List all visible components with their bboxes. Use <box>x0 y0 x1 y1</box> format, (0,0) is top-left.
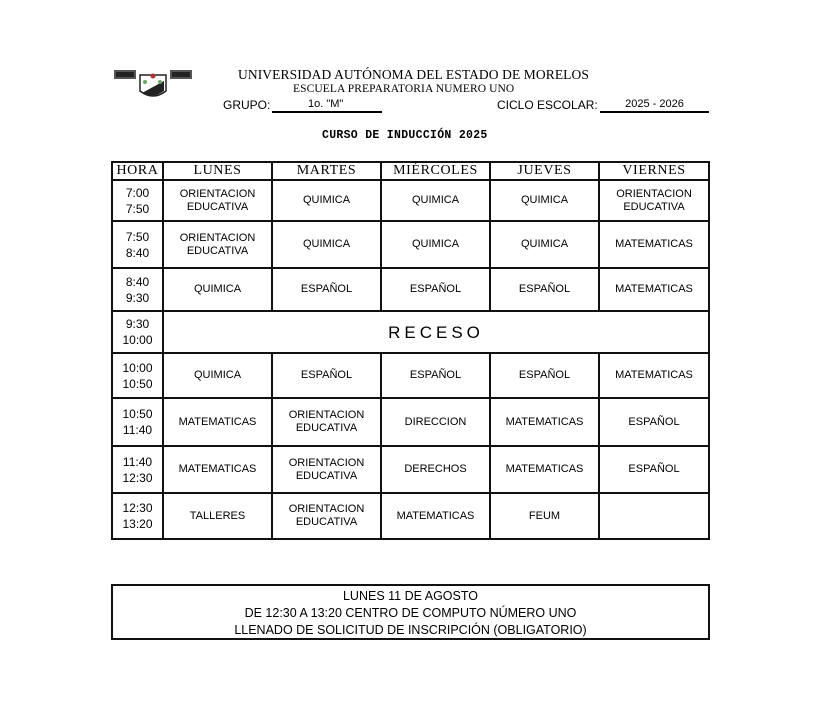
subject-text: MATEMATICAS <box>178 463 257 475</box>
time-cell <box>112 398 163 446</box>
subject-text: ESPAÑOL <box>518 369 571 381</box>
time-end: 10:00 <box>122 333 153 347</box>
notice-line: LUNES 11 DE AGOSTO <box>342 589 478 603</box>
time-end: 11:40 <box>122 423 153 437</box>
school-name: ESCUELA PREPARATORIA NUMERO UNO <box>293 83 515 95</box>
class-cell-lunes <box>163 221 272 268</box>
subject-text: ESPAÑOL <box>628 415 680 428</box>
subject-text: ORIENTACION <box>179 231 256 244</box>
subject-text: MATEMATICAS <box>615 283 693 295</box>
subject-text: EDUCATIVA <box>186 200 249 213</box>
subject-text: FEUM <box>528 509 561 522</box>
column-header-viernes: VIERNES <box>599 162 709 180</box>
subject-text: ESPAÑOL <box>300 283 353 295</box>
ciclo-escolar-value: 2025 - 2026 <box>600 98 709 113</box>
class-cell-jueves <box>490 221 599 268</box>
university-name: UNIVERSIDAD AUTÓNOMA DEL ESTADO DE MORELOS <box>238 67 589 82</box>
subject-text: EDUCATIVA <box>623 200 685 213</box>
schedule-row <box>112 398 709 446</box>
time-start: 7:50 <box>125 229 150 244</box>
time-start: 10:50 <box>122 407 153 421</box>
time-start: 12:30 <box>122 501 153 515</box>
class-cell-jueves <box>490 446 599 493</box>
class-cell-martes <box>272 268 381 311</box>
time-cell <box>112 446 163 493</box>
class-cell-lunes <box>163 180 272 221</box>
class-cell-martes <box>272 493 381 539</box>
class-cell-martes <box>272 180 381 221</box>
class-cell-lunes <box>163 398 272 446</box>
subject-text: DIRECCION <box>404 415 467 428</box>
class-cell-martes <box>272 446 381 493</box>
subject-text: MATEMATICAS <box>178 415 257 428</box>
subject-text: MATEMATICAS <box>615 369 693 381</box>
subject-text: EDUCATIVA <box>186 244 249 257</box>
schedule-table <box>111 161 710 540</box>
column-header-jueves: JUEVES <box>490 162 599 180</box>
time-end: 12:30 <box>122 470 153 485</box>
university-crest-logo <box>114 67 192 101</box>
subject-text: EDUCATIVA <box>295 516 358 528</box>
time-cell <box>112 180 163 221</box>
schedule-header-row <box>112 162 709 180</box>
class-cell-jueves <box>490 398 599 446</box>
class-cell-lunes <box>163 446 272 493</box>
time-start: 10:00 <box>122 360 153 375</box>
class-cell-viernes <box>599 353 709 398</box>
subject-text: ESPAÑOL <box>518 283 571 295</box>
subject-text: DERECHOS <box>404 463 467 475</box>
class-cell-martes <box>272 221 381 268</box>
column-header-miercoles: MIÉRCOLES <box>381 162 490 180</box>
time-start: 8:40 <box>125 274 150 289</box>
subject-text: ORIENTACION <box>288 456 365 469</box>
class-cell-lunes <box>163 493 272 539</box>
schedule-row <box>112 493 709 539</box>
class-cell-miercoles <box>381 493 490 539</box>
time-end: 7:50 <box>125 201 150 216</box>
subject-text: ESPAÑOL <box>300 369 353 381</box>
class-cell-miercoles <box>381 268 490 311</box>
column-header-hora: HORA <box>112 162 163 180</box>
subject-text: ORIENTACION <box>179 187 256 200</box>
subject-text: QUIMICA <box>520 238 569 250</box>
class-cell-viernes <box>599 493 709 539</box>
class-cell-miercoles <box>381 446 490 493</box>
time-start: 11:40 <box>122 454 153 469</box>
time-end: 10:50 <box>122 376 153 391</box>
time-cell <box>112 493 163 539</box>
class-cell-jueves <box>490 268 599 311</box>
class-cell-lunes <box>163 353 272 398</box>
column-header-martes: MARTES <box>272 162 381 180</box>
notice-box <box>111 584 710 640</box>
schedule-row <box>112 446 709 493</box>
class-cell-jueves <box>490 353 599 398</box>
class-cell-miercoles <box>381 221 490 268</box>
notice-line: LLENADO DE SOLICITUD DE INSCRIPCIÓN (OBLIGATORIO) <box>234 623 587 637</box>
class-cell-viernes <box>599 398 709 446</box>
time-end: 13:20 <box>122 517 153 531</box>
subject-text: ESPAÑOL <box>409 369 462 381</box>
time-cell <box>112 221 163 268</box>
subject-text: ESPAÑOL <box>628 463 680 475</box>
class-cell-jueves <box>490 180 599 221</box>
class-cell-miercoles <box>381 398 490 446</box>
notice-line: DE 12:30 A 13:20 CENTRO DE COMPUTO NÚMERO UNO <box>244 606 577 620</box>
class-cell-martes <box>272 398 381 446</box>
break-cell: RECESO <box>163 311 709 353</box>
schedule-row <box>112 353 709 398</box>
schedule-row <box>112 311 709 353</box>
class-cell-viernes <box>599 221 709 268</box>
time-end: 8:40 <box>125 245 150 260</box>
class-cell-viernes <box>599 446 709 493</box>
subject-text: QUIMICA <box>302 238 351 250</box>
time-start: 7:00 <box>125 185 150 200</box>
subject-text: EDUCATIVA <box>295 422 358 434</box>
subject-text: QUIMICA <box>302 194 351 206</box>
subject-text: ORIENTACION <box>288 503 365 515</box>
time-cell <box>112 268 163 311</box>
subject-text: MATEMATICAS <box>505 463 584 475</box>
time-end: 9:30 <box>125 290 150 305</box>
grupo-label: GRUPO: <box>223 98 271 112</box>
subject-text: QUIMICA <box>193 369 242 381</box>
subject-text: QUIMICA <box>411 238 460 250</box>
subject-text: ESPAÑOL <box>409 283 462 295</box>
schedule-row <box>112 180 709 221</box>
class-cell-martes <box>272 353 381 398</box>
class-cell-miercoles <box>381 180 490 221</box>
course-title: CURSO DE INDUCCIÓN 2025 <box>322 129 488 142</box>
time-start: 9:30 <box>125 317 150 331</box>
subject-text: QUIMICA <box>193 283 242 295</box>
subject-text: MATEMATICAS <box>396 509 475 522</box>
subject-text: QUIMICA <box>520 194 569 206</box>
class-cell-miercoles <box>381 353 490 398</box>
schedule-body <box>112 180 709 539</box>
time-cell <box>112 311 163 353</box>
grupo-value: 1o. "M" <box>272 98 382 113</box>
ciclo-escolar-label: CICLO ESCOLAR: <box>497 98 598 112</box>
subject-text: ORIENTACION <box>616 187 692 200</box>
time-cell <box>112 353 163 398</box>
subject-text: EDUCATIVA <box>295 469 358 482</box>
schedule-row <box>112 268 709 311</box>
subject-text: ORIENTACION <box>288 409 365 421</box>
subject-text: MATEMATICAS <box>615 238 693 250</box>
schedule-row <box>112 221 709 268</box>
class-cell-jueves <box>490 493 599 539</box>
class-cell-viernes <box>599 268 709 311</box>
subject-text: QUIMICA <box>411 194 460 206</box>
column-header-lunes: LUNES <box>163 162 272 180</box>
class-cell-viernes <box>599 180 709 221</box>
subject-text: TALLERES <box>189 509 246 522</box>
subject-text: MATEMATICAS <box>505 415 584 428</box>
class-cell-lunes <box>163 268 272 311</box>
